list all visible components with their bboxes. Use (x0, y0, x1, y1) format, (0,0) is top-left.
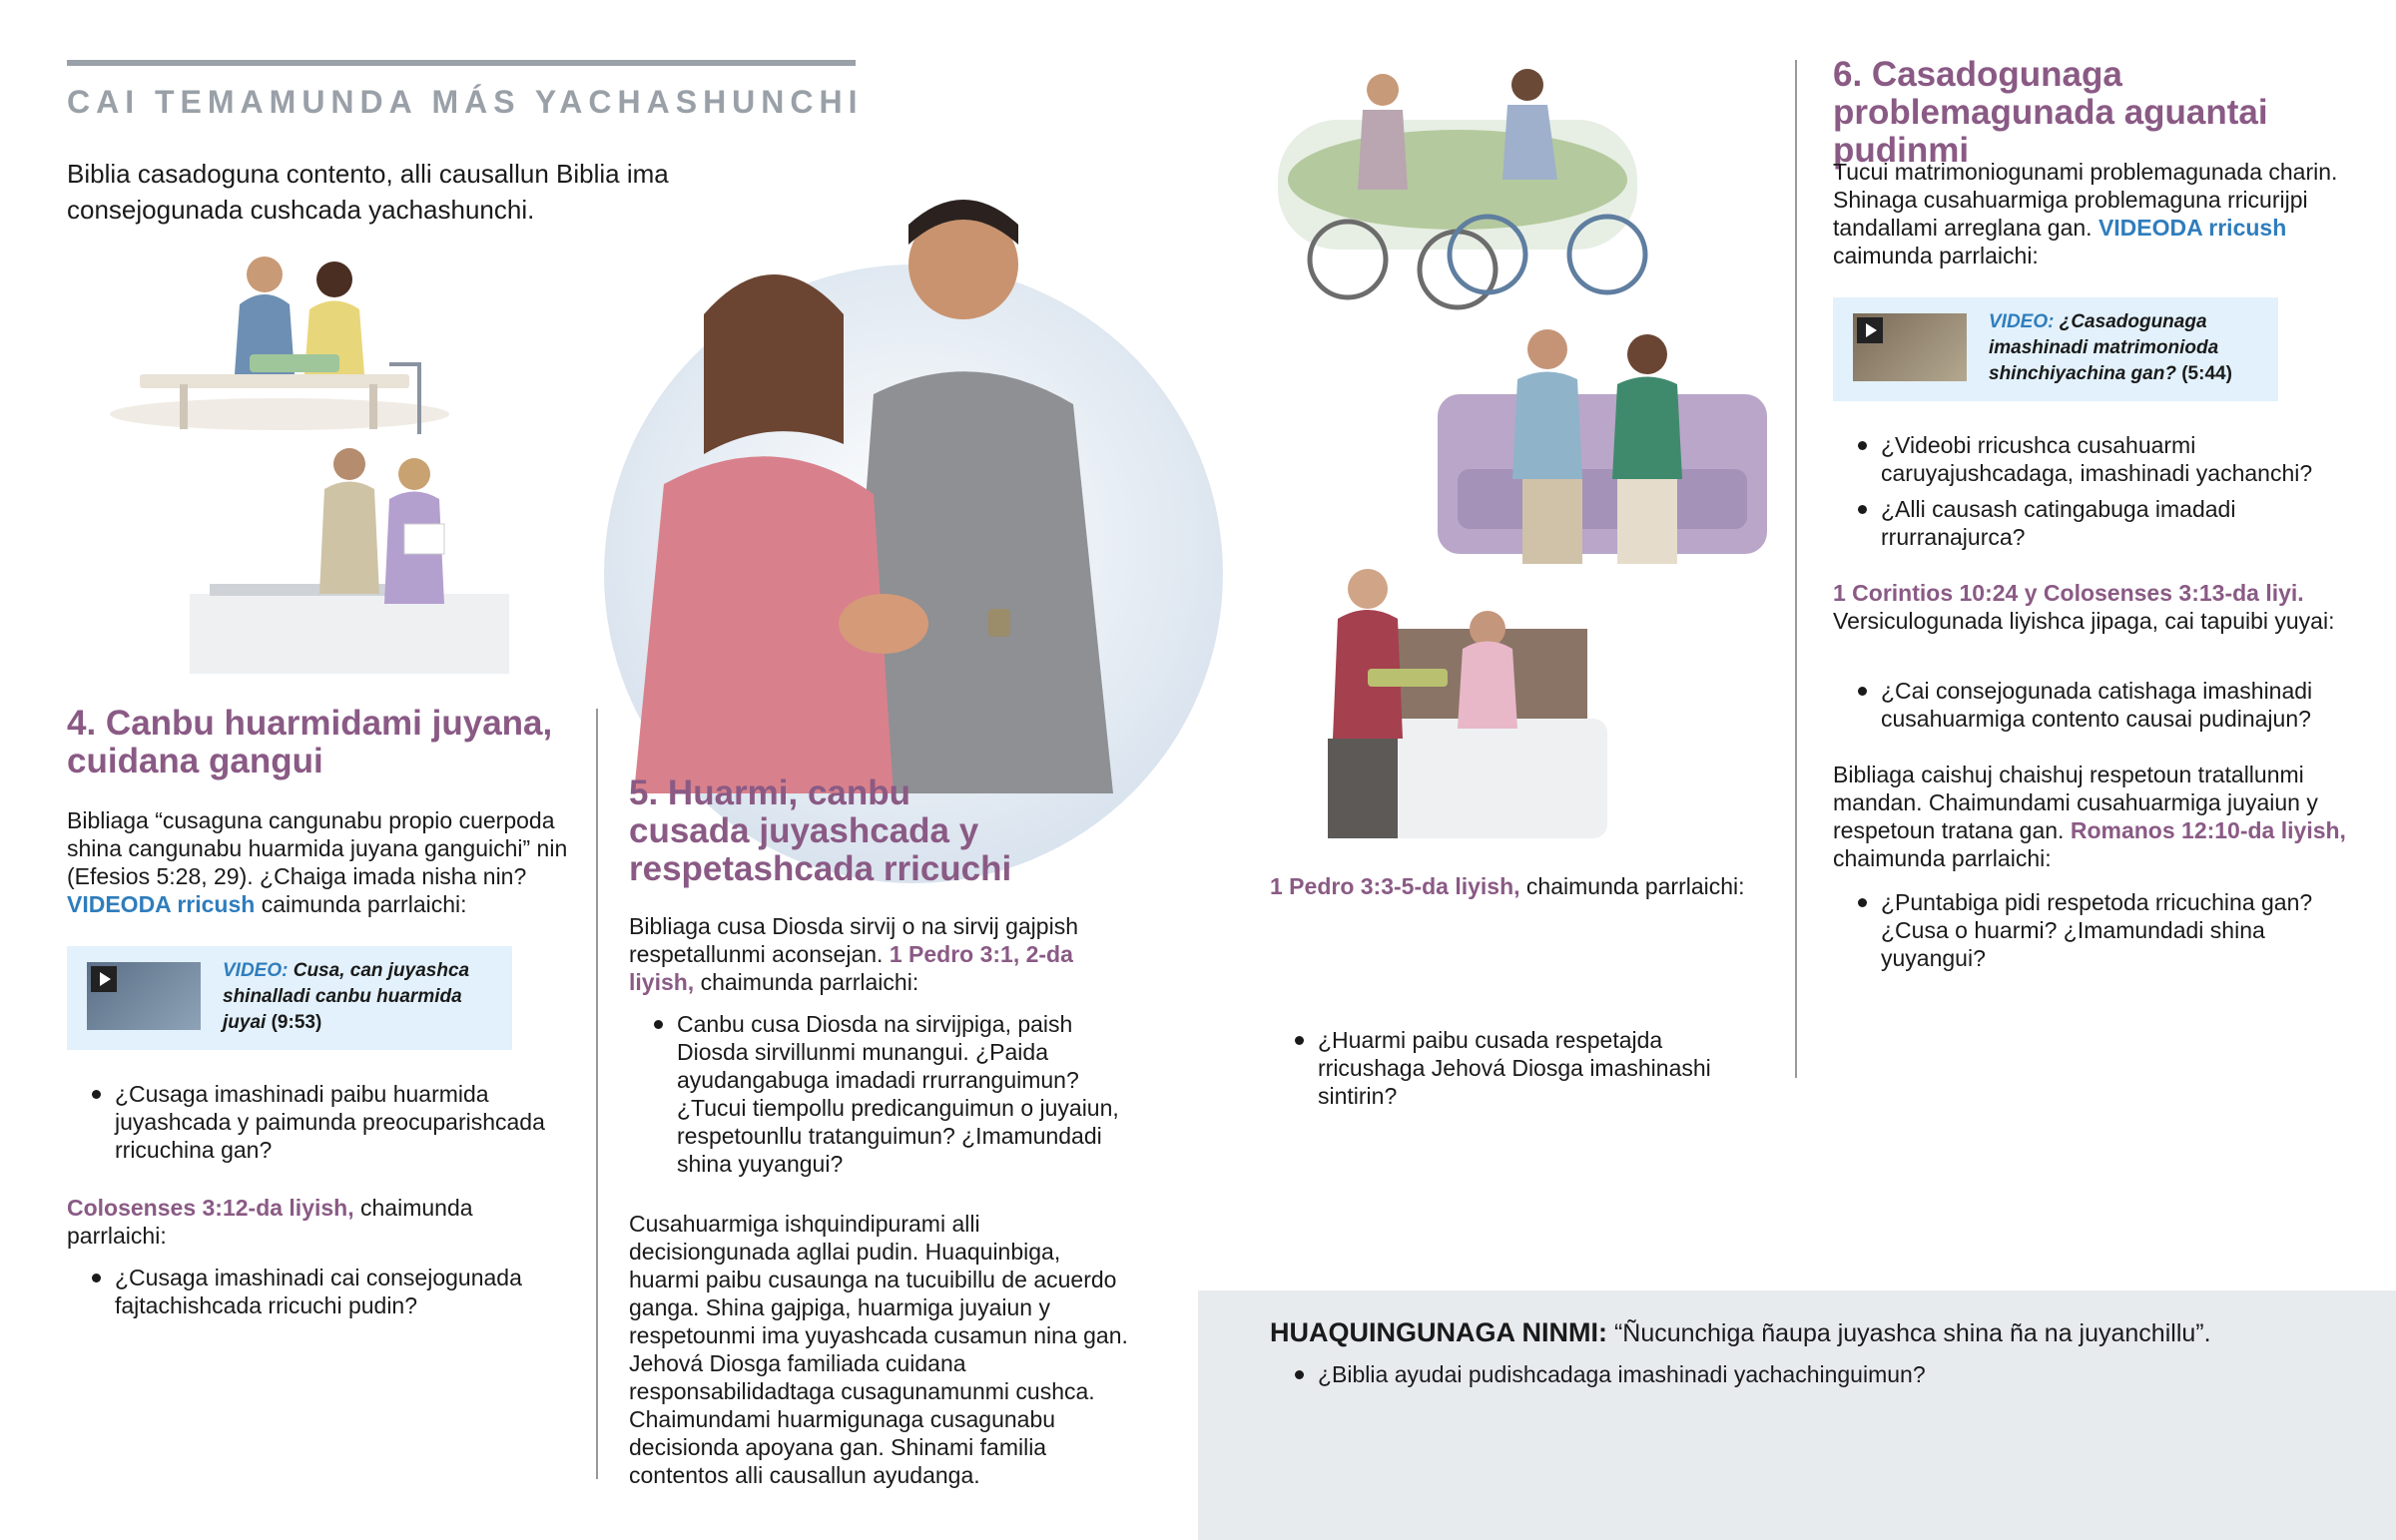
section-6-paragraph-2 (1833, 761, 2352, 872)
section-6-text-2: Bibliaga caishuj chaishuj respetoun tratallunmi mandan. Chaimundami cusahuarmiga juyaiun y respetoun tratana gan. (1833, 762, 2318, 843)
section-6-ref-2[interactable]: Romanos 12:10-da liyish, (2070, 817, 2346, 843)
section-4-bullets-b (67, 1264, 576, 1327)
list-item: ¿Cai consejogunada catishaga imashinadi cusahuarmiga contento causai pudinajun? (1833, 677, 2352, 733)
section-6-video-duration: (5:44) (2181, 363, 2232, 384)
section-5-text-2: Cusahuarmiga ishquindipurami alli decisiongunada agllai pudin. Huaquinbiga, huarmi paibu cusaunga na tucuibillu de acuerdo ganga. Shina gajpiga, huarmiga juyaiun y respetounmi ima yuyashcada cusamun nina gan. Jehová Diosga familiada cuidana responsabilidadtaga cusagunamunmi cushca. Chaimundami huarmigunaga cusagunabu decisionda apoyana gan. Shinami familia contentos alli causallun ayudanga. (629, 1211, 1128, 1488)
section-6-video-text (1989, 309, 2268, 387)
discussion-quote: “Ñucunchiga ñaupa juyashca shina ña na juyanchillu”. (1613, 1319, 2211, 1347)
section-4-video-text (223, 958, 502, 1036)
section-6-paragraph-1 (1833, 158, 2352, 269)
column-divider-right (1795, 60, 1797, 1078)
section-6-video-thumbnail[interactable] (1853, 313, 1967, 381)
section-4-text: Bibliaga “cusaguna cangunabu propio cuerpoda shina cangunabu huarmida juyana ganguichi” nin (Efesios 5:28, 29). ¿Chaiga imada nisha nin? (67, 807, 568, 889)
couple-holding-hands-illustration (594, 195, 1233, 793)
couple-bicycles-illustration (1258, 60, 1657, 324)
section-6-heading: 6. Casadogunaga problemagunada aguantai pudinmi (1833, 55, 2268, 170)
section-5-bullets-a (629, 1010, 1128, 1186)
section-6-text: Tucui matrimoniogunami problemagunada charin. Shinaga cusahuarmiga problemaguna rricurijpi tandallami arreglana gan. (1833, 159, 2338, 241)
section-5-ref-2[interactable]: 1 Pedro 3:3-5-da liyish, (1270, 873, 1520, 899)
section-5-paragraph-1 (629, 912, 1128, 996)
section-6-link-after: caimunda parrlaichi: (1833, 243, 2039, 268)
play-icon[interactable] (91, 966, 117, 992)
man-serving-wife-in-bed-illustration (1268, 539, 1607, 848)
section-4-video-thumbnail[interactable] (87, 962, 201, 1030)
section-5-ref-1[interactable]: 1 Pedro 3:1, 2-da liyish, (629, 941, 1073, 995)
couple-kitchen-illustration (190, 444, 509, 674)
section-5-bullets-b (1270, 1026, 1769, 1118)
list-item: Canbu cusa Diosda na sirvijpiga, paish Diosda sirvillunmi munangui. ¿Paida ayudangabuga imadadi rrurranguimun? ¿Tucui tiempollu predicanguimun o juyaiun, respetounllu tratanguimun? ¿Imamundadi shina yuyangui? (629, 1010, 1128, 1178)
section-4-video-title: Cusa, can juyashca shinalladi canbu huarmida juyai (223, 960, 470, 1033)
list-item: ¿Cusaga imashinadi paibu huarmida juyashcada y paimunda preocuparishcada rricuchina gan? (67, 1080, 576, 1164)
section-6-video-card[interactable] (1833, 297, 2278, 401)
section-6-bullets-c (1833, 888, 2352, 980)
header-rule (67, 60, 856, 66)
list-item: ¿Puntabiga pidi respetoda rricuchina gan? ¿Cusa o huarmi? ¿Imamundadi shina yuyangui? (1833, 888, 2352, 972)
list-item: ¿Huarmi paibu cusada respetajda rricushaga Jehová Diosga imashinashi sintirin? (1270, 1026, 1769, 1110)
section-5-paragraph-2 (629, 1210, 1128, 1488)
section-6-ref-paragraph (1833, 579, 2352, 635)
section-4-bullets-a (67, 1080, 576, 1172)
section-6-ref-1[interactable]: 1 Corintios 10:24 y Colosenses 3:13-da liyi. (1833, 580, 2304, 606)
section-6-ref-1-after: Versiculogunada liyishca jipaga, cai tapuibi yuyai: (1833, 608, 2335, 634)
intro-text: Biblia casadoguna contento, alli causallun Biblia ima consejogunada cushcada yachashunchi. (67, 159, 669, 225)
discussion-bullets (1270, 1360, 2268, 1396)
section-4-video-label: VIDEO: (223, 960, 289, 981)
section-6-video-link[interactable]: VIDEODA rricush (2097, 215, 2287, 241)
section-4-heading: 4. Canbu huarmidami juyana, cuidana gangui (67, 704, 553, 780)
discussion-panel (1198, 1290, 2396, 1540)
section-4-video-card[interactable] (67, 946, 512, 1050)
list-item: ¿Alli causash catingabuga imadadi rrurranajurca? (1833, 495, 2352, 551)
list-item: ¿Videobi rricushca cusahuarmi caruyajushcadaga, imashinadi yachanchi? (1833, 431, 2352, 487)
section-5-ref-1-after: chaimunda parrlaichi: (700, 969, 919, 995)
section-6-ref-2-after: chaimunda parrlaichi: (1833, 845, 2052, 871)
list-item: ¿Cusaga imashinadi cai consejogunada fajtachishcada rricuchi pudin? (67, 1264, 576, 1319)
section-5-ref-2-after: chaimunda parrlaichi: (1525, 873, 1745, 899)
list-item: ¿Biblia ayudai pudishcadaga imashinadi yachachinguimun? (1270, 1360, 2268, 1388)
section-4-link-after: caimunda parrlaichi: (261, 891, 467, 917)
section-4-ref-after: chaimunda parrlaichi: (67, 1195, 473, 1249)
section-5-heading: 5. Huarmi, canbu cusada juyashcada y respetashcada rricuchi (629, 773, 1012, 888)
section-4-ref-paragraph (67, 1194, 566, 1250)
section-6-bullets-a (1833, 431, 2352, 559)
section-4-video-link[interactable]: VIDEODA rricush (67, 891, 256, 917)
section-5-paragraph-3 (1270, 872, 1769, 900)
play-icon[interactable] (1857, 317, 1883, 343)
section-kicker: CAI TEMAMUNDA MÁS YACHASHUNCHI (67, 84, 864, 120)
section-4-paragraph (67, 806, 576, 918)
section-6-video-title: ¿Casadogunaga imashinadi matrimonioda shinchiyachina gan? (1989, 311, 2219, 384)
section-6-bullets-b (1833, 677, 2352, 741)
discussion-label: HUAQUINGUNAGA NINMI: (1270, 1317, 1607, 1347)
section-4-video-duration: (9:53) (271, 1012, 322, 1033)
section-5-text: Bibliaga cusa Diosda sirvij o na sirvij gajpish respetallunmi aconsejan. (629, 913, 1078, 967)
section-4-ref[interactable]: Colosenses 3:12-da liyish, (67, 1195, 354, 1221)
couple-studying-illustration (100, 245, 459, 434)
column-divider-left (596, 709, 598, 1479)
section-6-video-label: VIDEO: (1989, 311, 2055, 332)
